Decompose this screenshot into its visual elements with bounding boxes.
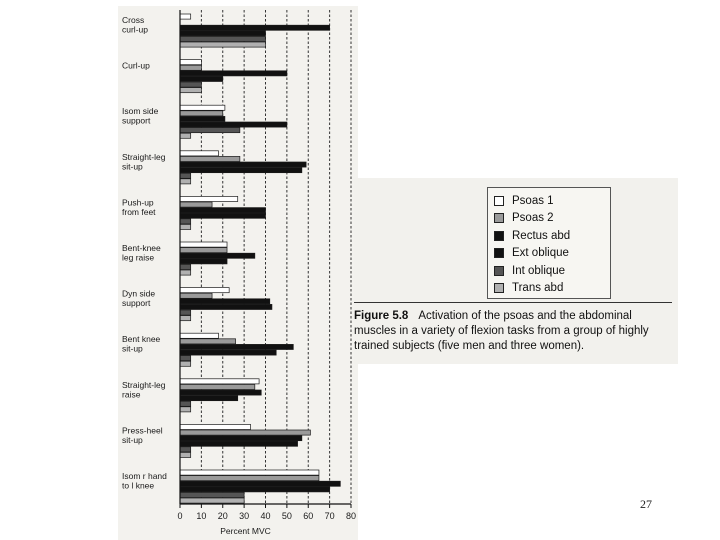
- caption-label: Figure 5.8: [354, 310, 409, 322]
- legend-item: [494, 245, 604, 263]
- x-tick-label: 50: [281, 511, 292, 521]
- legend-label: Int oblique: [512, 264, 566, 277]
- bar: [180, 105, 225, 110]
- bar: [180, 42, 266, 47]
- legend: [487, 187, 611, 299]
- legend-item: [494, 192, 604, 210]
- bar: [180, 498, 244, 503]
- bar: [180, 202, 212, 207]
- bar: [180, 310, 191, 315]
- bar: [180, 481, 340, 486]
- bar: [180, 270, 191, 275]
- bar: [180, 470, 319, 475]
- category-label: sit-up: [122, 161, 143, 172]
- x-tick-label: 60: [303, 511, 314, 521]
- legend-item: [494, 210, 604, 228]
- bar: [180, 288, 229, 293]
- bar: [180, 356, 191, 361]
- bar: [180, 111, 223, 116]
- bar: [180, 76, 223, 81]
- bar: [180, 264, 191, 269]
- bar: [180, 253, 255, 258]
- bar: [180, 242, 227, 247]
- legend-swatch: [494, 196, 504, 206]
- bar: [180, 65, 201, 70]
- bar: [180, 60, 201, 65]
- category-label: raise: [122, 389, 141, 400]
- category-label: Dyn side: [122, 288, 156, 299]
- bar: [180, 452, 191, 457]
- category-label: Press-heel: [122, 425, 163, 436]
- bar: [180, 430, 310, 435]
- bar: [180, 151, 218, 156]
- legend-label: Trans abd: [512, 282, 564, 295]
- category-label: Push-up: [122, 197, 154, 208]
- category-label: Isom side: [122, 106, 159, 117]
- bar: [180, 333, 218, 338]
- bar: [180, 116, 225, 121]
- bar: [180, 71, 287, 76]
- category-label: Bent-knee: [122, 243, 161, 253]
- bar: [180, 316, 191, 321]
- bar: [180, 441, 298, 446]
- bar: [180, 168, 302, 173]
- legend-swatch: [494, 283, 504, 293]
- x-tick-label: 80: [345, 511, 357, 521]
- bar: [180, 476, 319, 481]
- category-label: sit-up: [122, 434, 143, 445]
- category-label: Isom r hand: [122, 471, 167, 481]
- bar: [180, 259, 227, 264]
- bar: [180, 344, 293, 349]
- bar: [180, 407, 191, 412]
- category-label: support: [122, 115, 151, 126]
- legend-swatch: [494, 231, 504, 241]
- x-tick-label: 70: [324, 511, 335, 521]
- bar: [180, 173, 191, 178]
- bar: [180, 350, 276, 355]
- bar-chart: [118, 6, 358, 540]
- bar: [180, 436, 302, 441]
- category-label: sit-up: [122, 343, 143, 354]
- bar: [180, 14, 191, 19]
- bar: [180, 25, 330, 30]
- bar: [180, 128, 240, 133]
- bar: [180, 384, 255, 389]
- bar: [180, 447, 191, 452]
- bar: [180, 248, 227, 253]
- bar: [180, 299, 270, 304]
- bar: [180, 179, 191, 184]
- bar: [180, 82, 201, 87]
- bar: [180, 196, 238, 201]
- x-tick-label: 30: [239, 511, 250, 521]
- legend-and-caption-scan: [354, 178, 678, 364]
- category-label: curl-up: [122, 24, 148, 35]
- legend-item: [494, 280, 604, 298]
- caption-text: Activation of the psoas and the abdominal muscles in a variety of flexion tasks from a group of highly trained subjects (five men and three women).: [354, 310, 649, 352]
- x-tick-label: 40: [260, 511, 271, 521]
- legend-item: [494, 227, 604, 245]
- legend-swatch: [494, 213, 504, 223]
- bar: [180, 156, 240, 161]
- bar: [180, 88, 201, 93]
- legend-label: Psoas 1: [512, 194, 554, 207]
- legend-label: Rectus abd: [512, 229, 571, 242]
- bar: [180, 401, 191, 406]
- category-label: Curl-up: [122, 60, 150, 71]
- category-label: support: [122, 298, 151, 309]
- bar: [180, 133, 191, 138]
- category-label: Straight-leg: [122, 151, 166, 162]
- bar: [180, 304, 272, 309]
- x-axis-title: Percent MVC: [220, 526, 271, 536]
- bar: [180, 424, 251, 429]
- category-label: leg raise: [122, 252, 155, 263]
- bar: [180, 162, 306, 167]
- category-label: Bent knee: [122, 334, 161, 345]
- category-labels: [122, 15, 167, 491]
- caption-rule: [354, 302, 672, 303]
- figure-caption: [354, 309, 674, 354]
- bar: [180, 390, 261, 395]
- legend-item: [494, 262, 604, 280]
- bar: [180, 36, 266, 41]
- category-label: Straight-leg: [122, 379, 166, 390]
- bar: [180, 396, 238, 401]
- bar: [180, 361, 191, 366]
- legend-label: Psoas 2: [512, 212, 554, 225]
- legend-label: Ext oblique: [512, 247, 569, 260]
- x-tick-label: 20: [217, 511, 228, 521]
- category-label: Cross: [122, 15, 145, 25]
- bars: [180, 14, 340, 503]
- bar: [180, 492, 244, 497]
- bar: [180, 339, 236, 344]
- legend-swatch: [494, 266, 504, 276]
- bar: [180, 208, 266, 213]
- category-label: to l knee: [122, 480, 155, 491]
- bar: [180, 31, 266, 36]
- bar: [180, 122, 287, 127]
- x-tick-label: 0: [177, 511, 183, 521]
- category-label: from feet: [122, 206, 156, 217]
- bar: [180, 379, 259, 384]
- x-tick-label: 10: [196, 511, 207, 521]
- page-number: 27: [640, 497, 652, 511]
- bar: [180, 213, 266, 218]
- legend-swatch: [494, 248, 504, 258]
- bar: [180, 224, 191, 229]
- chart-scan: [118, 6, 358, 540]
- bar: [180, 219, 191, 224]
- bar: [180, 487, 330, 492]
- bar: [180, 293, 212, 298]
